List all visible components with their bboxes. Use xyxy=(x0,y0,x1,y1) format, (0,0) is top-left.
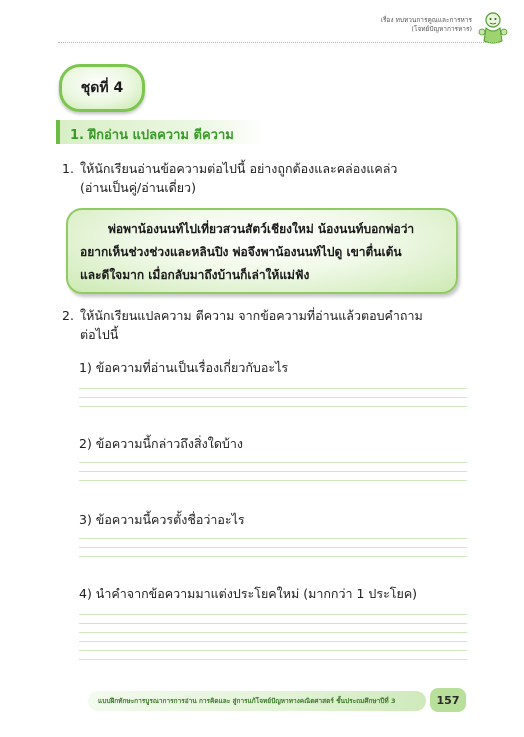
instruction-text: ให้นักเรียนแปลความ ตีความ จากข้อความที่อ่านแล้วตอบคำถาม xyxy=(80,308,423,323)
passage-line: และดีใจมาก เมื่อกลับมาถึงบ้านก็เล่าให้แม่ฟัง xyxy=(80,268,310,282)
instruction-text-cont: ต่อไปนี้ xyxy=(80,327,119,342)
instruction-text: ให้นักเรียนอ่านข้อความต่อไปนี้ อย่างถูกต้องและคล่องแคล่ว xyxy=(80,161,398,176)
section-title: 1. ฝึกอ่าน แปลความ ตีความ xyxy=(70,128,234,143)
question-3: 3) ข้อความนี้ควรตั้งชื่อว่าอะไร xyxy=(79,512,245,527)
instruction-text-cont: (อ่านเป็นคู่/อ่านเดี่ยว) xyxy=(80,180,196,195)
section-header xyxy=(56,120,266,144)
page-number: 157 xyxy=(430,688,466,712)
question-1: 1) ข้อความที่อ่านเป็นเรื่องเกี่ยวกับอะไร xyxy=(79,360,289,375)
answer-lines-4[interactable] xyxy=(79,614,467,668)
item-number: 1. xyxy=(62,161,74,176)
header-line-1: เรื่อง ทบทวนการคูณและการหาร xyxy=(380,16,472,24)
footer-text: แบบฝึกทักษะการบูรณาการการอ่าน การคิดและ สู่การแก้โจทย์ปัญหาทางคณิตศาสตร์ ชั้นประถมศึกษาปีที่ 3 xyxy=(98,697,396,705)
reading-passage-box xyxy=(66,208,458,294)
item-number: 2. xyxy=(62,308,74,323)
passage-line: พ่อพาน้องนนท์ไปเที่ยวสวนสัตว์เชียงใหม่ น้องนนท์บอกพ่อว่า xyxy=(108,222,415,236)
header-divider xyxy=(58,42,498,43)
answer-lines-1[interactable] xyxy=(79,388,467,415)
answer-lines-2[interactable] xyxy=(79,462,467,489)
question-2: 2) ข้อความนี้กล่าวถึงสิ่งใดบ้าง xyxy=(79,436,243,451)
answer-lines-3[interactable] xyxy=(79,538,467,565)
passage-line: อยากเห็นช่วงช่วงและหลินปิง พ่อจึงพาน้องนนท์ไปดู เขาตื่นเต้น xyxy=(80,245,402,259)
header-line-2: (โจทย์ปัญหาการหาร) xyxy=(411,25,472,33)
question-4: 4) นำคำจากข้อความมาแต่งประโยคใหม่ (มากกว่า 1 ประโยค) xyxy=(79,586,418,601)
footer-banner xyxy=(88,691,426,711)
mascot-icon xyxy=(476,8,510,46)
running-header xyxy=(381,16,472,34)
set-badge: ชุดที่ 4 xyxy=(59,64,145,112)
